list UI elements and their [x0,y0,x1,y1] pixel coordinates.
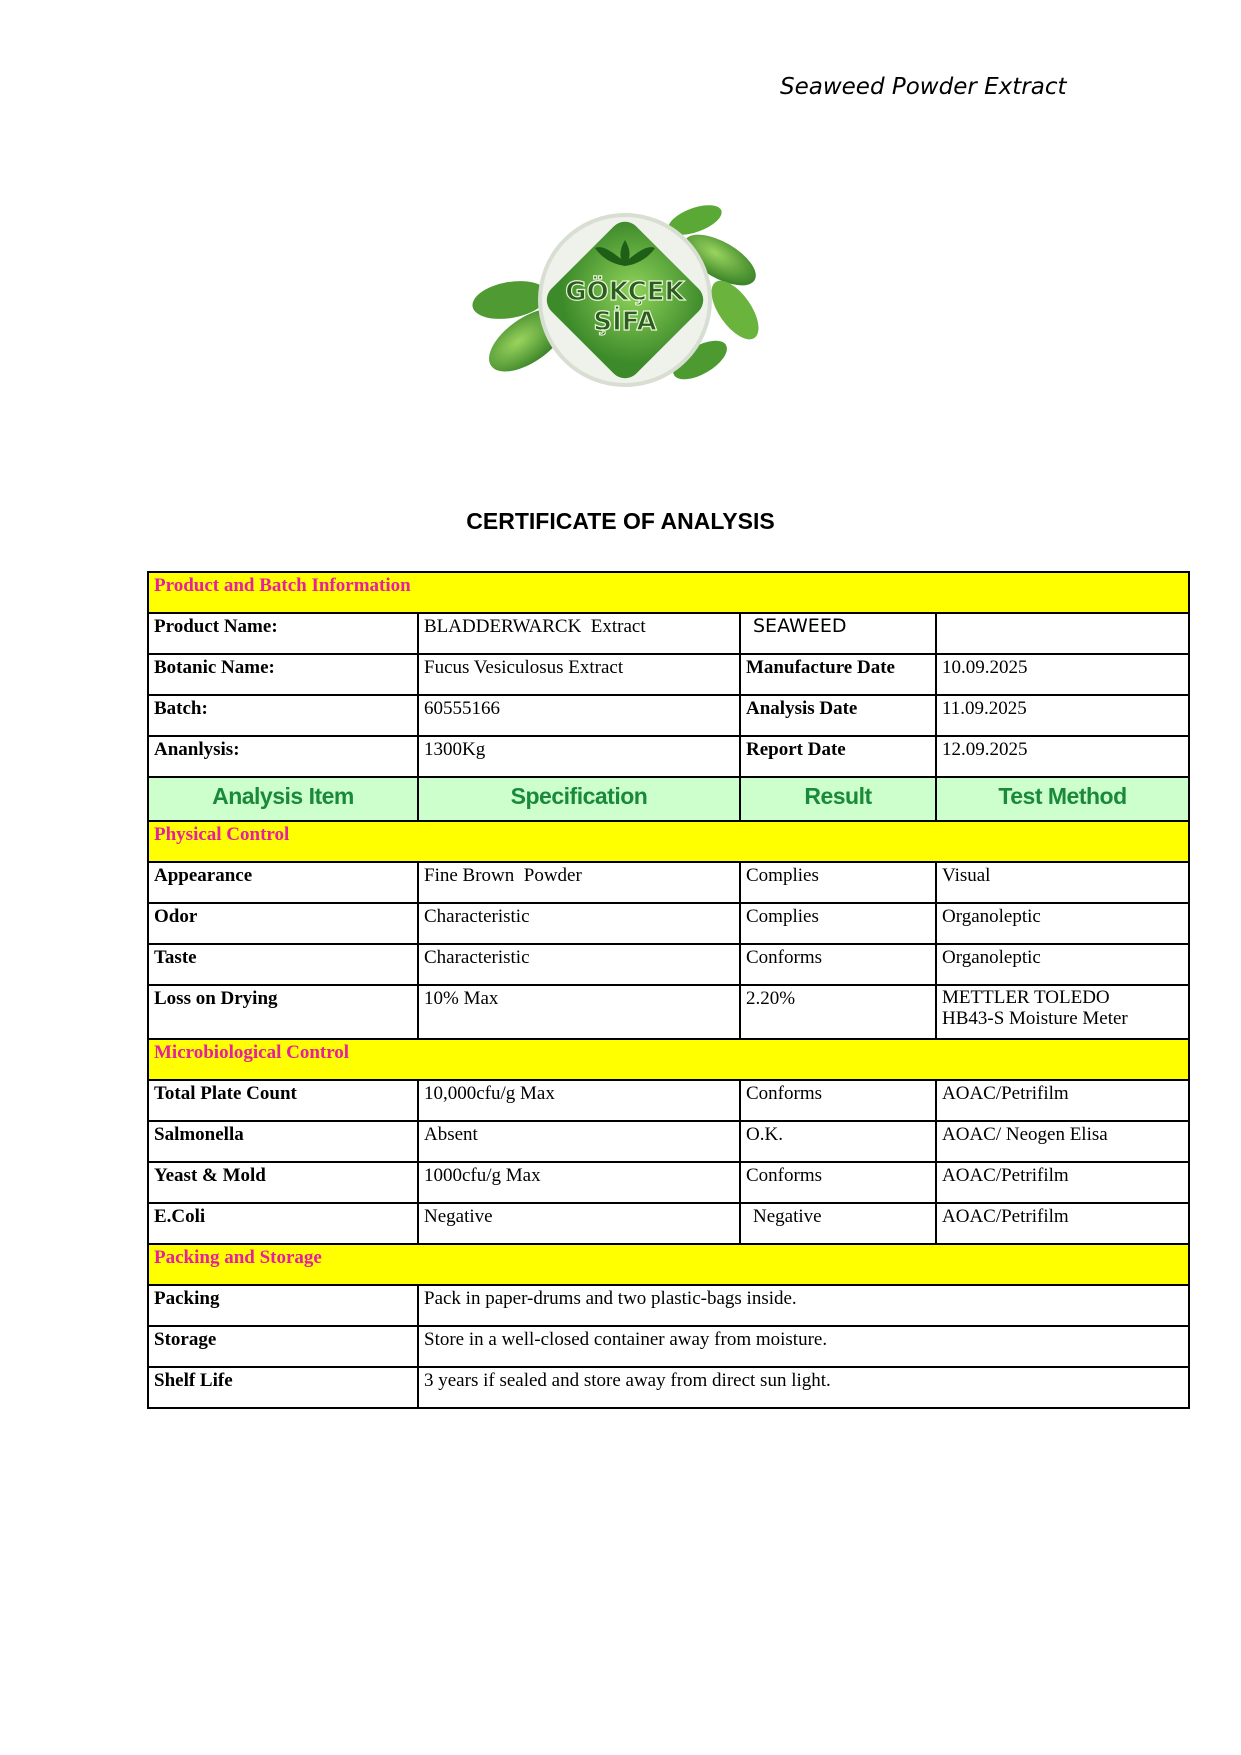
section-product-batch: Product and Batch Information [148,572,1189,613]
method-cell [936,985,1189,1039]
column-header-specification: Specification [418,777,740,821]
analysis-value: 1300Kg [418,736,740,777]
report-date-label: Report Date [740,736,936,777]
table-row [148,1121,1189,1162]
column-header-result: Result [740,777,936,821]
item-cell: Total Plate Count [148,1080,418,1121]
item-cell: Salmonella [148,1121,418,1162]
result-cell: 2.20% [740,985,936,1039]
spec-cell: 1000cfu/g Max [418,1162,740,1203]
table-row [148,736,1189,777]
table-row [148,695,1189,736]
certificate-table [147,571,1190,1409]
method-cell: AOAC/ Neogen Elisa [936,1121,1189,1162]
spec-cell: Fine Brown Powder [418,862,740,903]
table-row [148,1367,1189,1408]
leaf-logo-icon [470,200,780,410]
botanic-name-label: Botanic Name: [148,654,418,695]
spec-cell: 10,000cfu/g Max [418,1080,740,1121]
manufacture-date-value: 10.09.2025 [936,654,1189,695]
batch-label: Batch: [148,695,418,736]
section-row [148,821,1189,862]
section-physical-control: Physical Control [148,821,1189,862]
spec-cell: Negative [418,1203,740,1244]
result-cell: Negative [740,1203,936,1244]
table-row [148,944,1189,985]
table-row [148,985,1189,1039]
method-cell: Organoleptic [936,903,1189,944]
method-cell: Visual [936,862,1189,903]
result-cell: Conforms [740,1080,936,1121]
analysis-label: Ananlysis: [148,736,418,777]
section-row [148,572,1189,613]
method-line: METTLER TOLEDO [942,987,1110,1008]
table-row [148,862,1189,903]
item-cell: Taste [148,944,418,985]
column-header-row [148,777,1189,821]
table-row [148,1162,1189,1203]
spec-cell: Characteristic [418,903,740,944]
section-row [148,1039,1189,1080]
item-cell: Loss on Drying [148,985,418,1039]
column-header-test-method: Test Method [936,777,1189,821]
value-cell: Store in a well-closed container away from moisture. [418,1326,1189,1367]
table-row [148,1203,1189,1244]
section-packing-storage: Packing and Storage [148,1244,1189,1285]
value-cell: Pack in paper-drums and two plastic-bags inside. [418,1285,1189,1326]
logo-text-line2: ŞİFA [593,307,657,337]
table-row [148,1080,1189,1121]
spec-cell: Characteristic [418,944,740,985]
table-row [148,1285,1189,1326]
method-cell: AOAC/Petrifilm [936,1080,1189,1121]
analysis-date-value: 11.09.2025 [936,695,1189,736]
result-cell: O.K. [740,1121,936,1162]
table-row [148,654,1189,695]
value-cell: 3 years if sealed and store away from direct sun light. [418,1367,1189,1408]
product-name-label: Product Name: [148,613,418,654]
table-row [148,1326,1189,1367]
report-date-value: 12.09.2025 [936,736,1189,777]
spec-cell: 10% Max [418,985,740,1039]
section-microbiological-control: Microbiological Control [148,1039,1189,1080]
method-line: HB43-S Moisture Meter [942,1008,1128,1029]
product-name-value: BLADDERWARCK Extract [418,613,740,654]
botanic-name-value: Fucus Vesiculosus Extract [418,654,740,695]
column-header-analysis-item: Analysis Item [148,777,418,821]
item-cell: Shelf Life [148,1367,418,1408]
table-row [148,903,1189,944]
method-cell: AOAC/Petrifilm [936,1203,1189,1244]
spec-cell: Absent [418,1121,740,1162]
table-row [148,613,1189,654]
method-cell: AOAC/Petrifilm [936,1162,1189,1203]
company-logo [470,200,780,410]
logo-text-line1: GÖKÇEK [565,277,685,307]
item-cell: Yeast & Mold [148,1162,418,1203]
item-cell: Odor [148,903,418,944]
result-cell: Complies [740,862,936,903]
page-title: CERTIFICATE OF ANALYSIS [466,508,775,534]
document-header-title: Seaweed Powder Extract [780,74,1067,100]
item-cell: E.Coli [148,1203,418,1244]
analysis-date-label: Analysis Date [740,695,936,736]
manufacture-date-label: Manufacture Date [740,654,936,695]
item-cell: Storage [148,1326,418,1367]
result-cell: Conforms [740,944,936,985]
result-cell: Complies [740,903,936,944]
product-name-extra: SEAWEED [740,613,936,654]
section-row [148,1244,1189,1285]
item-cell: Packing [148,1285,418,1326]
empty-cell [936,613,1189,654]
item-cell: Appearance [148,862,418,903]
batch-value: 60555166 [418,695,740,736]
result-cell: Conforms [740,1162,936,1203]
method-cell: Organoleptic [936,944,1189,985]
